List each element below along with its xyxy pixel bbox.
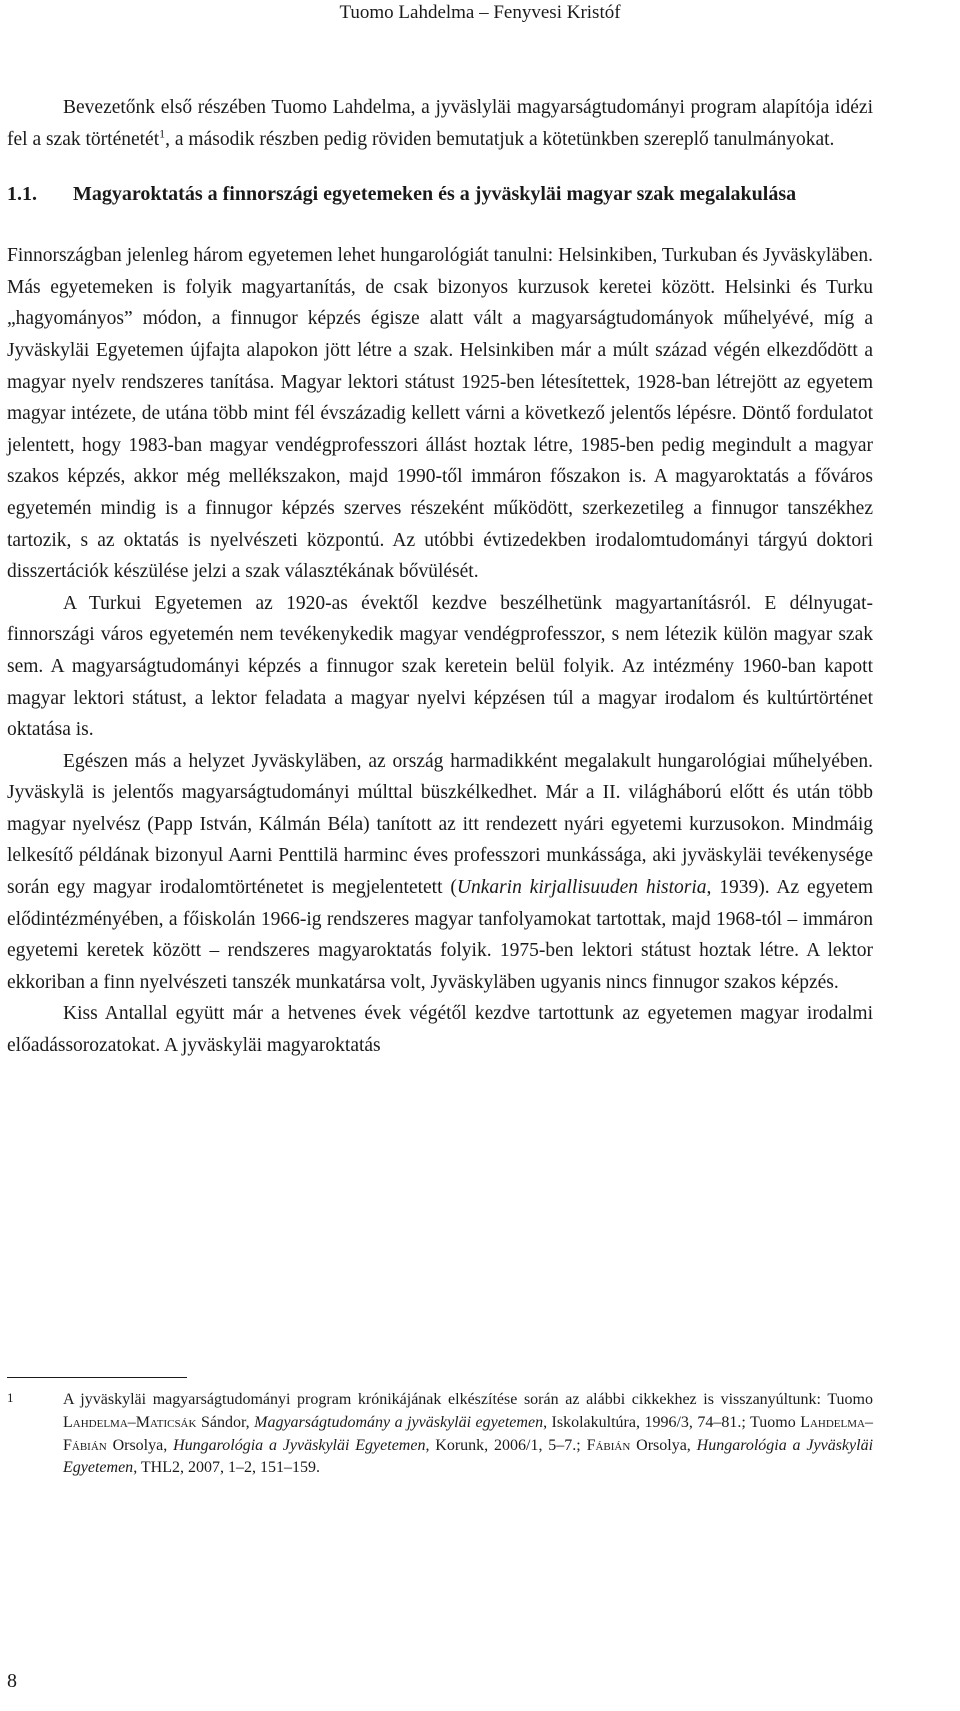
- footnote-reference[interactable]: 1: [159, 126, 166, 141]
- footnote-text-3: , Iskolakultúra, 1996/3, 74–81.; Tuomo: [543, 1413, 801, 1431]
- paragraph-lectures: Kiss Antallal együtt már a hetvenes évek végétől kezdve tartottunk az egyetemen magyar irodalmi előadássorozatokat. A jyväskyläi magyaroktatás: [7, 1003, 873, 1057]
- footnote-separator: [7, 1377, 187, 1378]
- article-title-1: Magyarságtudomány a jyväskyläi egyetemen: [254, 1413, 544, 1431]
- paragraph-jyvaskyla-part2: , 1939). Az egyetem elődintézményében, a főiskolán 1966-ig rendszeres magyar tanfolyamokat tartottak, majd 1968-tól – immáron egyetemi keretek között – rendszeres magyaroktatás folyik. 1975-ben lektori státust hoztak létre. A lektor ekkoriban a finn nyelvészeti tanszék munkatársa volt, Jyväskyläben ugyanis nincs finnugor szakos képzés.: [7, 877, 873, 993]
- paragraph-helsinki: Finnországban jelenleg három egyetemen lehet hungarológiát tanulni: Helsinkiben, Turkuban és Jyväskyläben. Más egyetemeken is folyik magyartanítás, de csak bizonyos kurzusok keretei között. Helsinki és Turku „hagyományos” módon, a finnugor képzés égisze alatt vált a magyarságtudományok műhelyévé, míg a Jyväskyläi Egyetemen újfajta alapokon jött létre a szak. Helsinkiben már a múlt század végén elkezdődött a magyar nyelv rendszeres tanítása. Magyar lektori státust 1925-ben létesítettek, 1928-ban létrejött az egyetem magyar intézete, de utána több mint fél évszázadig kellett várni a következő jelentős lépésre. Döntő fordulatot jelentett, hogy 1983-ban magyar vendégprofesszori állást hoztak létre, 1985-ben pedig megindult a magyar szakos képzés, akkor még mellékszakon, majd 1990-től immáron főszakon is. A magyaroktatás a főváros egyetemén mindig is a finnugor képzés szerves részeként működött, szerkezetileg a finnugor tanszékhez tartozik, s az oktatás is nyelvészeti központú. Az utóbbi évtizedekben irodalomtudományi tárgyú doktori disszertációk készülése jelzi a szak választékának bővülését.: [7, 245, 873, 583]
- running-head: Tuomo Lahdelma – Fenyvesi Kristóf: [339, 2, 621, 23]
- footnote-text: [63, 1389, 873, 1480]
- footnote-text-6: Orsolya,: [630, 1436, 697, 1454]
- footnote-text-2: Sándor,: [196, 1413, 255, 1431]
- intro-paragraph: [7, 92, 873, 155]
- paragraph-turku: A Turkui Egyetemen az 1920-as évektől kezdve beszélhetünk magyartanításról. E délnyugat-finnországi város egyetemén nem tevékenykedik magyar vendégprofesszor, s nem létezik külön magyar szak sem. A magyarságtudományi képzés a finnugor szak keretein belül folyik. Az intézmény 1960-ban kapott magyar lektori státust, a lektor feladata a magyar nyelvi képzésen túl a magyar irodalom és kultúrtörténet oktatása is.: [7, 592, 873, 741]
- paragraph-jyvaskyla-part1: Egészen más a helyzet Jyväskyläben, az ország harmadikként megalakult hungarológiai műhelyében. Jyväskylä is jelentős magyarságtudományi múlttal büszkélkedhet. Már a II. világháború előtt és után több magyar nyelvész (Papp István, Kálmán Béla) tanított az itt rendezett nyári egyetemi kurzusokon. Mindmáig lelkesítő példának bizonyul Aarni Penttilä harminc éves professzori munkássága, aki jyväskyläi tevékenysége során egy magyar irodalomtörténetet is megjelentetett (: [7, 750, 873, 899]
- book-title: Unkarin kirjallisuuden historia: [456, 877, 707, 899]
- page-number: 8: [7, 1670, 17, 1692]
- intro-text-after: , a második részben pedig röviden bemutatjuk a kötetünkben szereplő tanulmányokat.: [165, 128, 835, 150]
- author-name-3: Fábián: [586, 1436, 631, 1454]
- author-name-1: Lahdelma–Maticsák: [63, 1413, 197, 1431]
- section-number: 1.1.: [7, 183, 37, 206]
- footnote-mark: 1: [7, 1390, 14, 1405]
- article-title-3: Hungarológia a Jyväskyläi Egyetemen: [63, 1436, 874, 1477]
- paragraph-jyvaskyla: [7, 746, 873, 999]
- article-title-2: Hungarológia a Jyväskyläi Egyetemen: [173, 1436, 426, 1454]
- footnote-text-7: , THL2, 2007, 1–2, 151–159.: [133, 1459, 320, 1477]
- footnote-text-4: Orsolya,: [106, 1436, 174, 1454]
- footnote-text-5: , Korunk, 2006/1, 5–7.;: [425, 1436, 587, 1454]
- intro-text-before: Bevezetőnk első részében Tuomo Lahdelma, a jyväslyläi magyarságtudományi program alapítója idézi fel a szak történetét: [7, 97, 873, 150]
- section-heading: [7, 179, 873, 210]
- section-title: Magyaroktatás a finnországi egyetemeken és a jyväskyläi magyar szak megalakulása: [73, 183, 797, 206]
- footnote: [7, 1389, 873, 1480]
- page-body: [7, 92, 873, 1062]
- footnote-text-1: A jyväskyläi magyarságtudományi program krónikájának elkészítése során az alábbi cikkekhez is visszanyúltunk: Tuomo: [63, 1391, 873, 1408]
- author-name-2: Lahdelma–Fábián: [63, 1413, 873, 1454]
